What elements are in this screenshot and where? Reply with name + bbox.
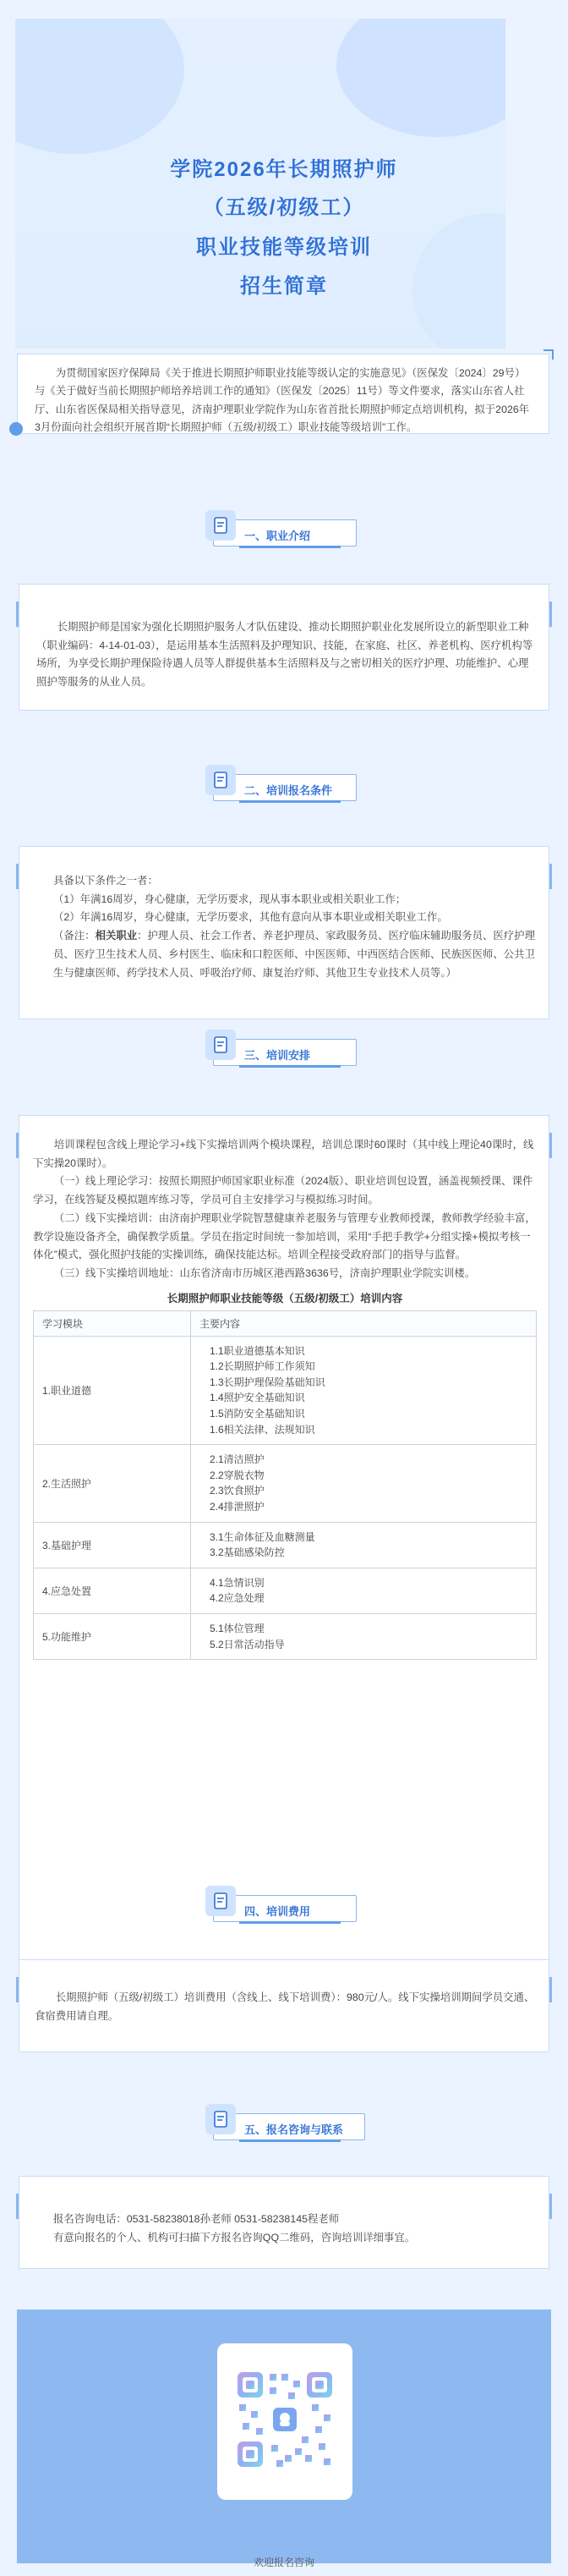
topic-item: 1.2长期照护师工作须知 <box>210 1360 315 1373</box>
intro-box <box>17 354 549 434</box>
topic-item: 1.6相关法律、法规知识 <box>210 1423 315 1436</box>
table-title: 长期照护师职业技能等级（五级/初级工）培训内容 <box>167 1292 403 1304</box>
topic-item: 3.2基础感染防控 <box>210 1546 285 1559</box>
condition-item: （2）年满16周岁，身心健康，无学历要求，其他有意向从事本职业或相关职业工作。 <box>53 911 448 924</box>
decor-dot <box>9 422 23 436</box>
decor-bar <box>16 1133 19 1158</box>
decor-blob <box>15 19 184 154</box>
contact-note: 有意向报名的个人、机构可扫描下方报名咨询QQ二维码，咨询培训详细事宜。 <box>53 2231 416 2244</box>
topic-item: 3.1生命体征及血糖测量 <box>210 1530 315 1543</box>
document-icon <box>205 1030 236 1060</box>
topic-item: 4.2应急处理 <box>210 1592 265 1605</box>
topic-item: 1.4照护安全基础知识 <box>210 1392 305 1404</box>
qr-section <box>17 2310 551 2563</box>
topic-item: 1.5消防安全基础知识 <box>210 1408 305 1420</box>
decor-bar <box>549 1133 552 1158</box>
topic-item: 5.2日常活动指导 <box>210 1638 285 1651</box>
table-row <box>34 1445 537 1522</box>
section-underline <box>239 2139 341 2142</box>
topic-item: 4.1急情识别 <box>210 1576 265 1589</box>
conditions-note <box>53 927 535 982</box>
note-rest: ：护理人员、社会工作者、养老护理员、家政服务员、医疗临床辅助服务员、医疗护理员、医疗卫生技术人员、乡村医生、临床和口腔医师、中医医师、中西医结合医师、民族医医师、公共卫生与健康医师、药学技术人员、呼吸治疗师、康复治疗师、其他卫生专业技术人员等。） <box>53 930 535 979</box>
document-icon <box>205 1886 236 1916</box>
decor-bar <box>16 2194 19 2219</box>
page-title-line-4: 招生简章 <box>240 275 328 298</box>
table-header-row <box>34 1310 537 1336</box>
hero-banner <box>15 19 505 349</box>
note-bold: 相关职业 <box>95 930 138 942</box>
decor-bar <box>549 1977 552 2002</box>
section-underline <box>239 800 341 803</box>
qr-card <box>217 2343 352 2500</box>
section-header-arrangement <box>213 1039 357 1066</box>
section-header-contact <box>213 2113 365 2140</box>
section-header-fees <box>213 1895 357 1922</box>
module-cell: 3.基础护理 <box>34 1522 191 1568</box>
document-icon <box>205 510 236 541</box>
topic-item: 1.1职业道德基本知识 <box>210 1344 305 1357</box>
topic-item: 1.3长期护理保险基础知识 <box>210 1376 325 1388</box>
table-header: 学习模块 <box>34 1310 191 1336</box>
table-row <box>34 1336 537 1445</box>
arrangement-para: 培训课程包含线上理论学习+线下实操培训两个模块课程，培训总课时60课时（其中线上理论40课时，线下实操20课时）。 <box>33 1139 534 1169</box>
section-header-conditions <box>213 774 357 801</box>
condition-item: （1）年满16周岁，身心健康，无学历要求，现从事本职业或相关职业工作； <box>53 893 407 905</box>
module-cell: 1.职业道德 <box>34 1336 191 1445</box>
topics-cell <box>191 1336 537 1445</box>
qr-code-icon[interactable] <box>217 2343 352 2500</box>
module-cell: 4.应急处置 <box>34 1568 191 1613</box>
arrangement-card <box>19 1115 549 1961</box>
document-icon <box>205 2104 236 2134</box>
topics-cell <box>191 1568 537 1613</box>
topics-cell <box>191 1445 537 1522</box>
qr-caption: 欢迎报名咨询 <box>253 2557 314 2568</box>
section-title: 五、报名咨询与联系 <box>244 2123 344 2136</box>
table-row <box>34 1522 537 1568</box>
topic-item: 2.3饮食照护 <box>210 1485 265 1497</box>
decor-bar <box>549 601 552 627</box>
arrangement-para: （一）线上理论学习：按照长期照护师国家职业标准（2024版）、职业培训包设置，涵盖视频授课、课件学习，在线答疑及模拟题库练习等，学员可自主安排学习与模拟练习时间。 <box>33 1175 533 1206</box>
topic-item: 2.2穿脱衣物 <box>210 1469 265 1481</box>
fees-text: 长期照护师（五级/初级工）培训费用（含线上、线下培训费）：980元/人。线下实操培训期间学员交通、食宿费用请自理。 <box>35 1991 535 2022</box>
decor-bar <box>16 864 19 889</box>
section-title: 一、职业介绍 <box>244 530 311 542</box>
section-title: 四、培训费用 <box>244 1905 311 1918</box>
document-icon <box>205 765 236 795</box>
decor-blob <box>336 19 505 137</box>
contact-phone: 报名咨询电话：0531-58238018孙老师 0531-58238145程老师 <box>53 2213 340 2225</box>
arrangement-para: （二）线下实操培训：由济南护理职业学院智慧健康养老服务与管理专业教师授课，教师教学经验丰富，教学设施设备齐全，确保教学质量。学员在指定时间统一参加培训，采用“手把手教学+分组实操+模拟考核一体化”模式，强化照护技能的实操训练，确保技能达标。培训全程接受政府部门的指导与监督。 <box>33 1211 536 1261</box>
table-row <box>34 1568 537 1613</box>
topics-cell <box>191 1613 537 1659</box>
decor-corner <box>543 349 554 360</box>
fees-card <box>19 1959 549 2052</box>
note-prefix: （备注： <box>53 930 96 942</box>
decor-bar <box>16 601 19 627</box>
topics-cell <box>191 1522 537 1568</box>
module-cell: 5.功能维护 <box>34 1613 191 1659</box>
section-header-career <box>213 519 357 547</box>
table-row <box>34 1613 537 1659</box>
career-card <box>19 584 549 711</box>
section-underline <box>239 1921 341 1924</box>
decor-bar <box>16 1977 19 2002</box>
conditions-card <box>19 846 549 1019</box>
topic-item: 5.1体位管理 <box>210 1622 265 1634</box>
topic-item: 2.1清洁照护 <box>210 1453 265 1466</box>
topic-item: 2.4排泄照护 <box>210 1500 265 1513</box>
section-underline <box>239 546 341 548</box>
decor-bar <box>549 864 552 889</box>
page-title-line-1: 学院2026年长期照护师 <box>170 158 398 181</box>
section-underline <box>239 1065 341 1068</box>
section-title: 二、培训报名条件 <box>244 784 333 797</box>
intro-text: 为贯彻国家医疗保障局《关于推进长期照护师职业技能等级认定的实施意见》（医保发〔2024〕29号）与《关于做好当前长期照护师培养培训工作的通知》（医保发〔2025〕11号）等文件要求，落实山东省人社厅、山东省医保局相关指导意见，济南护理职业学院作为山东省首批长期照护师定点培训机构，拟于2026年3月份面向社会组织开展首期“长期照护师（五级/初级工）职业技能等级培训”工作。 <box>35 367 530 433</box>
career-text: 长期照护师是国家为强化长期照护服务人才队伍建设、推动长期照护职业化发展所设立的新型职业工种（职业编码：4-14-01-03），是运用基本生活照料及护理知识、技能，在家庭、社区、养老机构、医疗机构等场所，为享受长期护理保险待遇人员等人群提供基本生活照料及与之密切相关的医疗护理、功能维护、心理照护等服务的从业人员。 <box>36 621 533 689</box>
page-title-line-3: 职业技能等级培训 <box>196 236 372 259</box>
arrangement-para: （三）线下实操培训地址：山东省济南市历城区港西路3636号，济南护理职业学院实训楼。 <box>53 1266 476 1279</box>
training-table <box>33 1310 537 1661</box>
table-header: 主要内容 <box>191 1310 537 1336</box>
section-title: 三、培训安排 <box>244 1049 311 1062</box>
page-title-line-2: （五级/初级工） <box>203 196 365 219</box>
decor-bar <box>549 2194 552 2219</box>
contact-card <box>19 2176 549 2269</box>
conditions-intro: 具备以下条件之一者： <box>53 875 158 887</box>
module-cell: 2.生活照护 <box>34 1445 191 1522</box>
